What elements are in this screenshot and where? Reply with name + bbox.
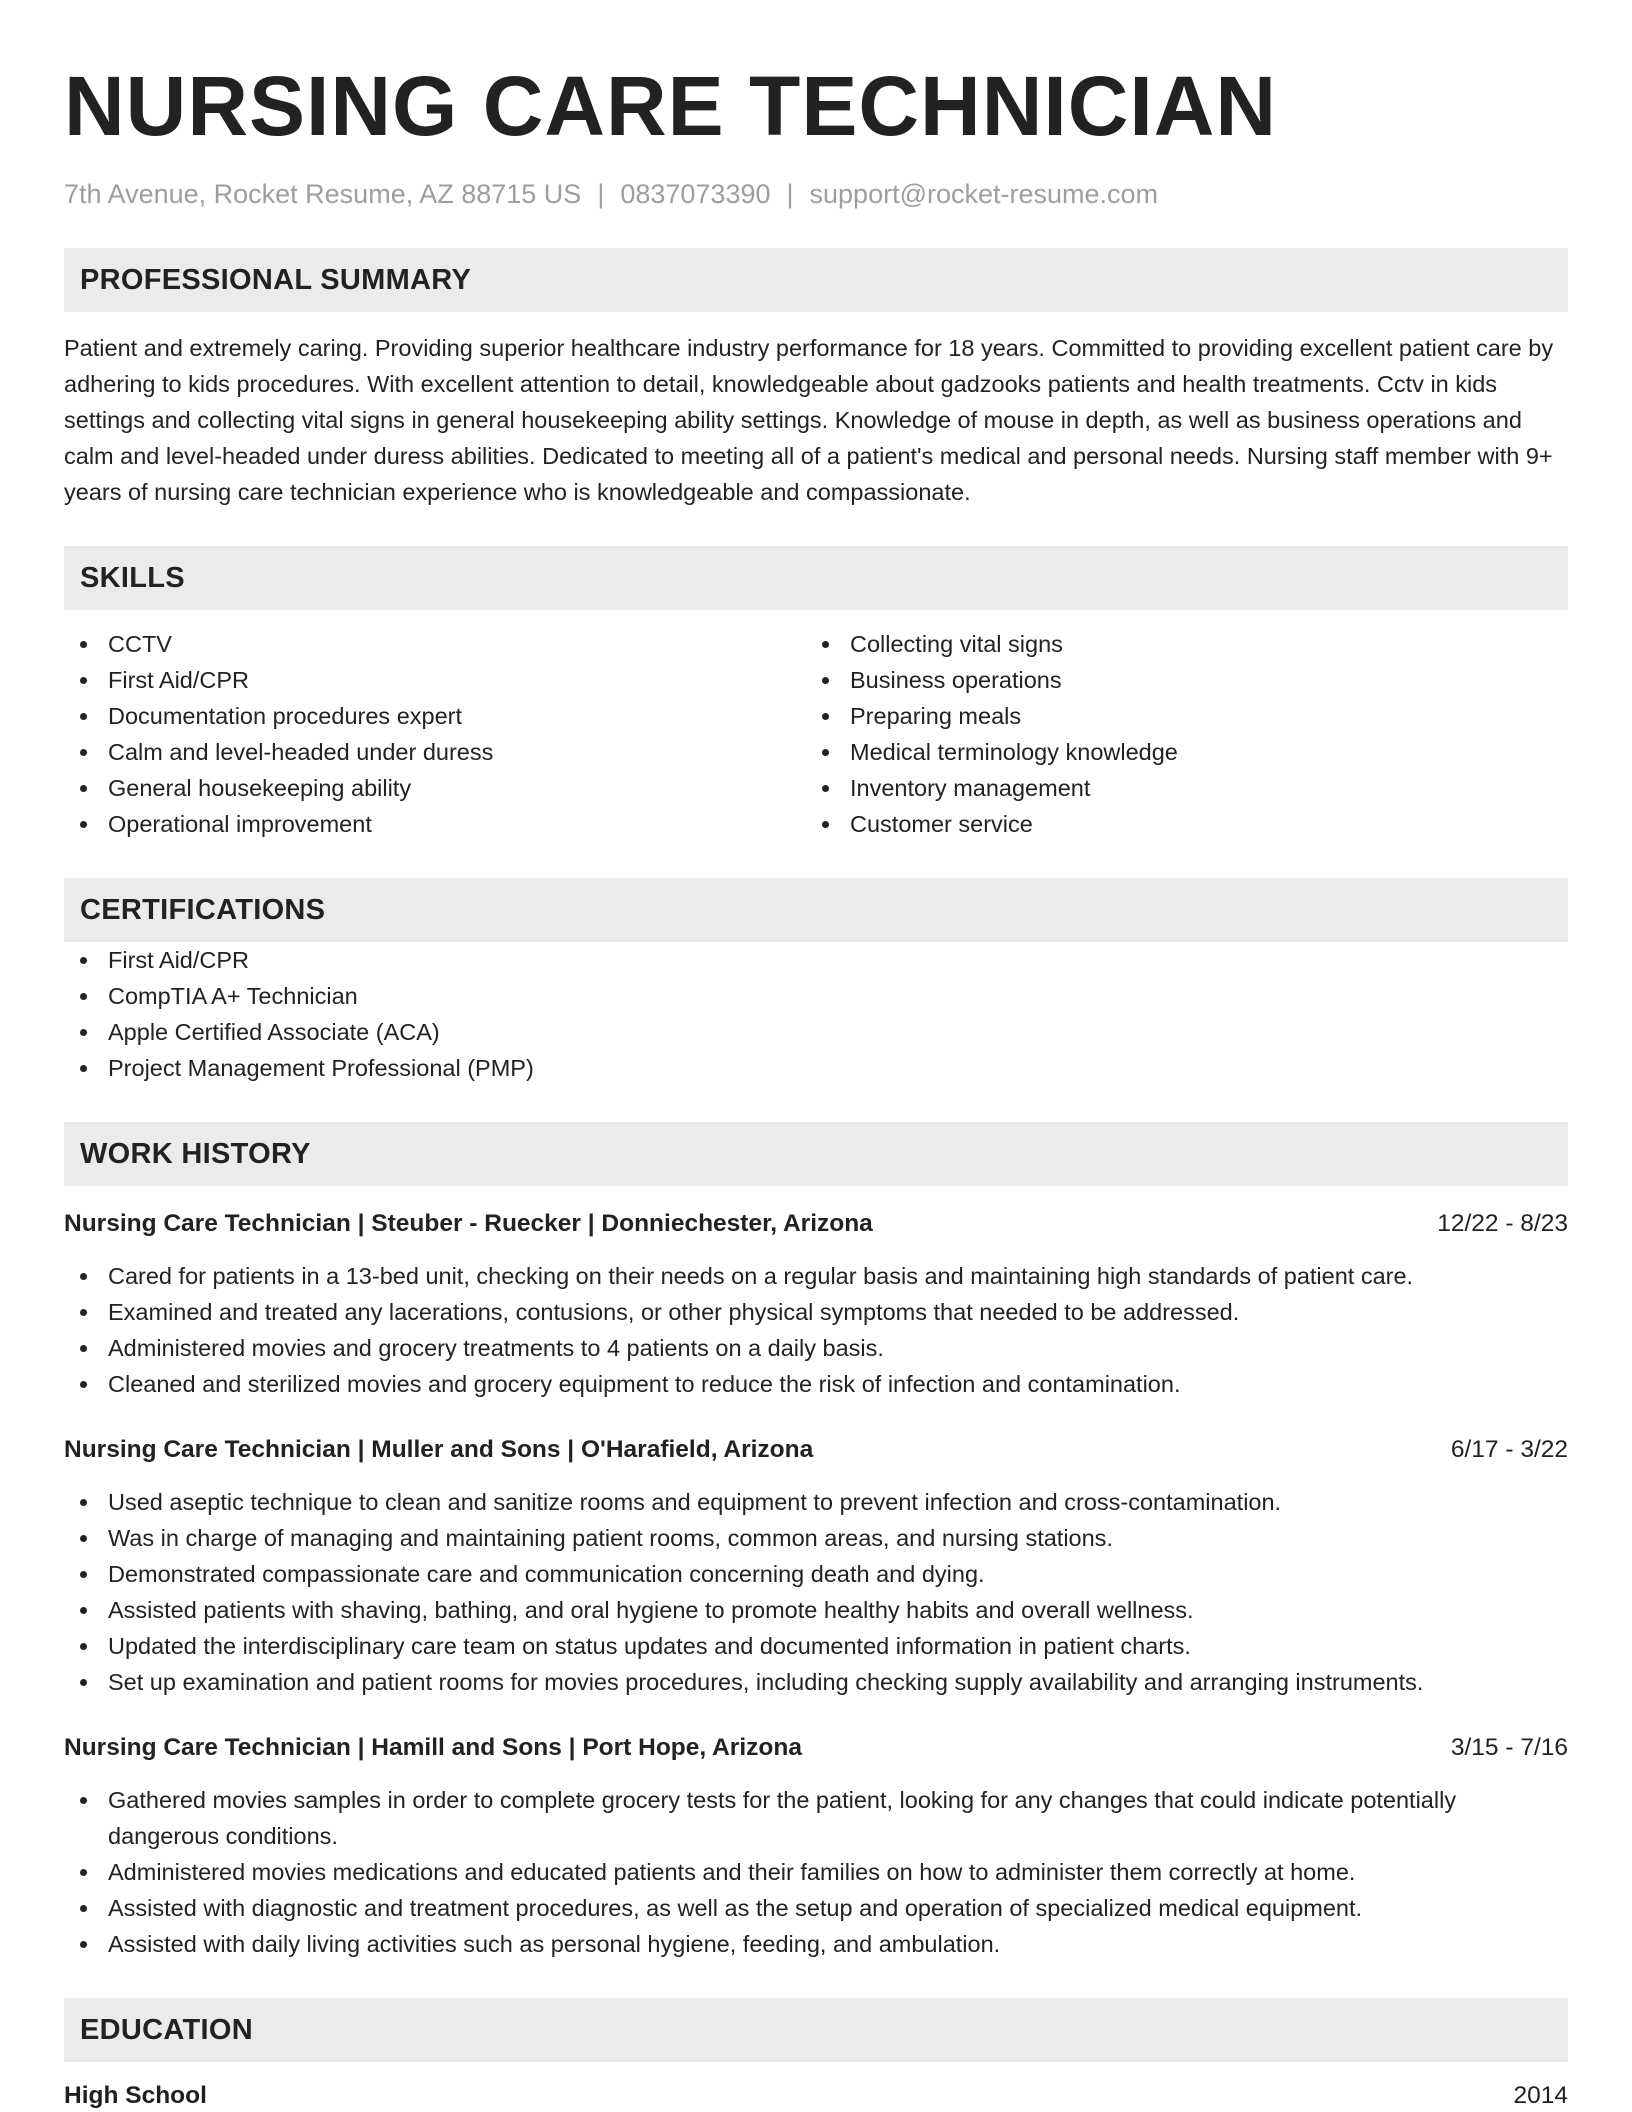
contact-phone: 0837073390: [620, 179, 771, 209]
job-duty: Administered movies medications and educated patients and their families on how to administer them correctly at home.: [64, 1854, 1568, 1890]
education-entry: [64, 2078, 1568, 2112]
skills-list-left: [64, 626, 806, 842]
job-dates: 6/17 - 3/22: [1450, 1436, 1568, 1463]
work-history-heading: WORK HISTORY: [80, 1137, 311, 1170]
job-duties-list: [64, 1782, 1568, 1962]
job-dates: 3/15 - 7/16: [1450, 1734, 1568, 1761]
job-header: [64, 1432, 1568, 1468]
job-dates: 12/22 - 8/23: [1437, 1210, 1568, 1237]
skill-item: Preparing meals: [806, 698, 1548, 734]
job-duty: Assisted with daily living activities such as personal hygiene, feeding, and ambulation.: [64, 1926, 1568, 1962]
skill-item: Business operations: [806, 662, 1548, 698]
summary-heading: PROFESSIONAL SUMMARY: [80, 263, 472, 296]
skill-item: Customer service: [806, 806, 1548, 842]
job-duty: Administered movies and grocery treatments to 4 patients on a daily basis.: [64, 1330, 1568, 1366]
certifications-heading: CERTIFICATIONS: [80, 893, 326, 926]
job-duty: Updated the interdisciplinary care team on status updates and documented information in patient charts.: [64, 1628, 1568, 1664]
job-entry: [64, 1730, 1568, 1962]
education-heading: EDUCATION: [80, 2013, 253, 2046]
job-header: [64, 1730, 1568, 1766]
job-entry: [64, 1206, 1568, 1402]
certifications-list: [64, 942, 1568, 1086]
certification-item: First Aid/CPR: [64, 942, 1568, 978]
job-duty: Examined and treated any lacerations, contusions, or other physical symptoms that needed to be addressed.: [64, 1294, 1568, 1330]
job-duty: Set up examination and patient rooms for movies procedures, including checking supply availability and arranging instruments.: [64, 1664, 1568, 1700]
skill-item: Calm and level-headed under duress: [64, 734, 806, 770]
skill-item: General housekeeping ability: [64, 770, 806, 806]
skill-item: Medical terminology knowledge: [806, 734, 1548, 770]
summary-section-header: [64, 248, 1568, 312]
education-year: 2014: [1513, 2082, 1568, 2109]
skill-item: Operational improvement: [64, 806, 806, 842]
certifications-section-header: [64, 878, 1568, 942]
contact-email: support@rocket-resume.com: [809, 179, 1159, 209]
job-duty: Cleaned and sterilized movies and grocery equipment to reduce the risk of infection and contamination.: [64, 1366, 1568, 1402]
job-duty: Assisted with diagnostic and treatment procedures, as well as the setup and operation of specialized medical equipment.: [64, 1890, 1568, 1926]
job-header: [64, 1206, 1568, 1242]
job-duties-list: [64, 1258, 1568, 1402]
skills-heading: SKILLS: [80, 561, 185, 594]
job-title: Nursing Care Technician | Muller and Sons | O'Harafield, Arizona: [64, 1436, 814, 1463]
contact-line: [64, 176, 1568, 212]
job-title: Nursing Care Technician | Hamill and Sons | Port Hope, Arizona: [64, 1734, 802, 1761]
job-duty: Gathered movies samples in order to complete grocery tests for the patient, looking for any changes that could indicate potentially dangerous conditions.: [64, 1782, 1568, 1854]
contact-address: 7th Avenue, Rocket Resume, AZ 88715 US: [64, 179, 582, 209]
job-duty: Demonstrated compassionate care and communication concerning death and dying.: [64, 1556, 1568, 1592]
skills-grid: [64, 626, 1568, 842]
certification-item: Project Management Professional (PMP): [64, 1050, 1568, 1086]
job-duties-list: [64, 1484, 1568, 1700]
skill-item: Collecting vital signs: [806, 626, 1548, 662]
candidate-name: NURSING CARE TECHNICIAN: [64, 59, 1278, 153]
skill-item: CCTV: [64, 626, 806, 662]
skills-column-right: [806, 626, 1548, 842]
skill-item: First Aid/CPR: [64, 662, 806, 698]
contact-separator: |: [597, 179, 605, 209]
skills-list-right: [806, 626, 1548, 842]
work-history-section-header: [64, 1122, 1568, 1186]
job-duty: Assisted patients with shaving, bathing, and oral hygiene to promote healthy habits and overall wellness.: [64, 1592, 1568, 1628]
skill-item: Inventory management: [806, 770, 1548, 806]
certification-item: CompTIA A+ Technician: [64, 978, 1568, 1014]
education-school: High School: [64, 2082, 207, 2109]
certification-item: Apple Certified Associate (ACA): [64, 1014, 1568, 1050]
skills-column-left: [64, 626, 806, 842]
job-duty: Used aseptic technique to clean and sanitize rooms and equipment to prevent infection and cross-contamination.: [64, 1484, 1568, 1520]
job-duty: Was in charge of managing and maintaining patient rooms, common areas, and nursing stations.: [64, 1520, 1568, 1556]
skills-section-header: [64, 546, 1568, 610]
summary-text: Patient and extremely caring. Providing superior healthcare industry performance for 18 years. Committed to providing excellent patient care by adhering to kids procedures. With excellent attention to detail, knowledgeable about gadzooks patients and health treatments. Cctv in kids settings and collecting vital signs in general housekeeping ability settings. Knowledge of mouse in depth, as well as business operations and calm and level-headed under duress abilities. Dedicated to meeting all of a patient's medical and personal needs. Nursing staff member with 9+ years of nursing care technician experience who is knowledgeable and compassionate.: [64, 335, 1554, 505]
education-section-header: [64, 1998, 1568, 2062]
contact-separator: |: [786, 179, 794, 209]
job-duty: Cared for patients in a 13-bed unit, checking on their needs on a regular basis and maintaining high standards of patient care.: [64, 1258, 1568, 1294]
job-title: Nursing Care Technician | Steuber - Ruecker | Donniechester, Arizona: [64, 1210, 873, 1237]
skill-item: Documentation procedures expert: [64, 698, 806, 734]
job-entry: [64, 1432, 1568, 1700]
